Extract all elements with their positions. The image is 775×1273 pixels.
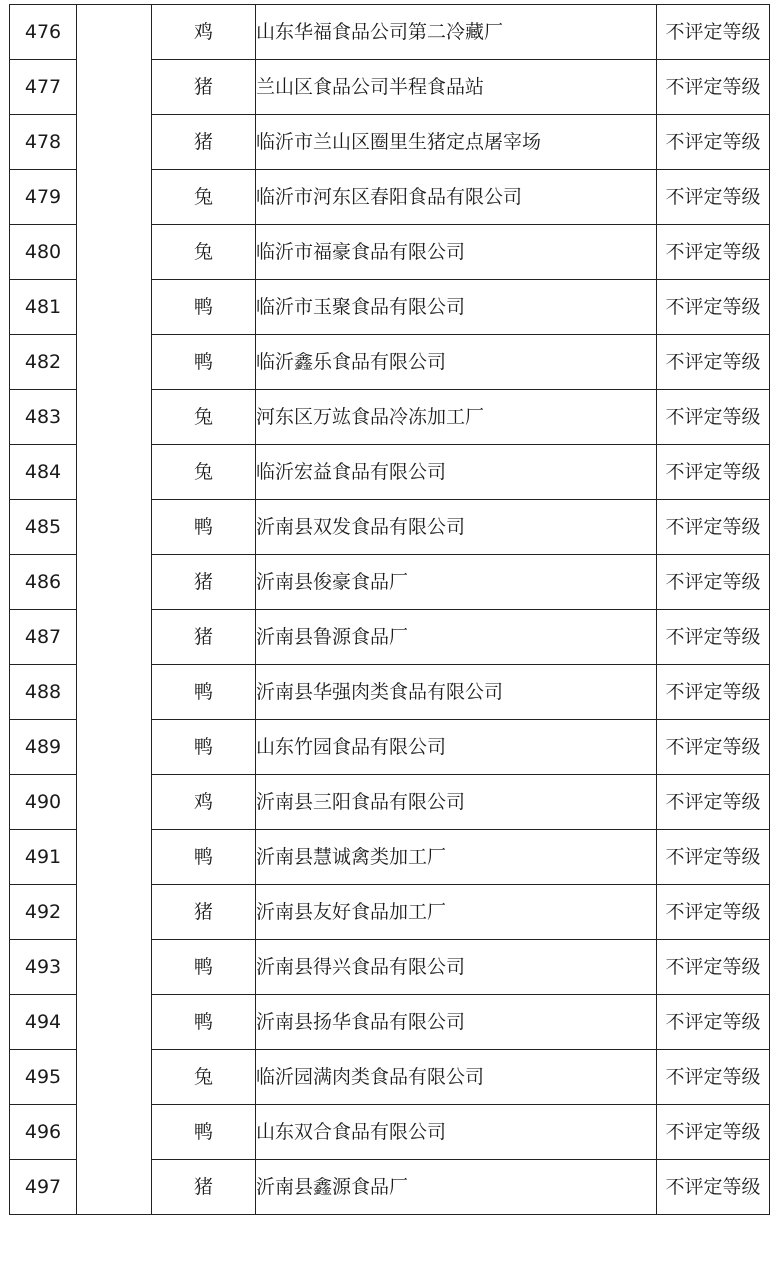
grade-value: 不评定等级: [657, 555, 770, 610]
grade-value: 不评定等级: [657, 1105, 770, 1160]
livestock-type: 鸡: [152, 775, 256, 830]
slaughterhouse-table: [9, 4, 770, 1215]
row-number: 496: [10, 1105, 77, 1160]
row-number: 492: [10, 885, 77, 940]
enterprise-name: 临沂园满肉类食品有限公司: [256, 1050, 657, 1105]
row-number: 482: [10, 335, 77, 390]
enterprise-name: 沂南县华强肉类食品有限公司: [256, 665, 657, 720]
table-row: [10, 5, 770, 60]
enterprise-name: 沂南县双发食品有限公司: [256, 500, 657, 555]
enterprise-name: 沂南县三阳食品有限公司: [256, 775, 657, 830]
grade-value: 不评定等级: [657, 610, 770, 665]
enterprise-name: 沂南县友好食品加工厂: [256, 885, 657, 940]
row-number: 487: [10, 610, 77, 665]
enterprise-name: 山东华福食品公司第二冷藏厂: [256, 5, 657, 60]
enterprise-name: 河东区万竑食品冷冻加工厂: [256, 390, 657, 445]
enterprise-name: 沂南县扬华食品有限公司: [256, 995, 657, 1050]
livestock-type: 兔: [152, 445, 256, 500]
livestock-type: 猪: [152, 610, 256, 665]
row-number: 489: [10, 720, 77, 775]
enterprise-name: 山东竹园食品有限公司: [256, 720, 657, 775]
row-number: 497: [10, 1160, 77, 1215]
livestock-type: 鸭: [152, 280, 256, 335]
enterprise-name: 临沂市玉聚食品有限公司: [256, 280, 657, 335]
grade-value: 不评定等级: [657, 225, 770, 280]
livestock-type: 鸭: [152, 720, 256, 775]
livestock-type: 猪: [152, 115, 256, 170]
row-number: 493: [10, 940, 77, 995]
grade-value: 不评定等级: [657, 830, 770, 885]
grade-value: 不评定等级: [657, 1050, 770, 1105]
livestock-type: 兔: [152, 170, 256, 225]
grade-value: 不评定等级: [657, 335, 770, 390]
enterprise-name: 沂南县慧诚禽类加工厂: [256, 830, 657, 885]
livestock-type: 鸭: [152, 1105, 256, 1160]
grade-value: 不评定等级: [657, 940, 770, 995]
grade-value: 不评定等级: [657, 5, 770, 60]
row-number: 490: [10, 775, 77, 830]
enterprise-name: 沂南县鲁源食品厂: [256, 610, 657, 665]
grade-value: 不评定等级: [657, 885, 770, 940]
grade-value: 不评定等级: [657, 665, 770, 720]
enterprise-name: 兰山区食品公司半程食品站: [256, 60, 657, 115]
livestock-type: 兔: [152, 390, 256, 445]
region-merged-cell: [77, 5, 152, 1215]
grade-value: 不评定等级: [657, 500, 770, 555]
enterprise-name: 山东双合食品有限公司: [256, 1105, 657, 1160]
enterprise-name: 沂南县得兴食品有限公司: [256, 940, 657, 995]
row-number: 481: [10, 280, 77, 335]
row-number: 476: [10, 5, 77, 60]
row-number: 495: [10, 1050, 77, 1105]
table-body: [10, 5, 770, 1215]
enterprise-name: 临沂鑫乐食品有限公司: [256, 335, 657, 390]
grade-value: 不评定等级: [657, 445, 770, 500]
row-number: 479: [10, 170, 77, 225]
livestock-type: 猪: [152, 555, 256, 610]
row-number: 477: [10, 60, 77, 115]
row-number: 491: [10, 830, 77, 885]
enterprise-name: 沂南县鑫源食品厂: [256, 1160, 657, 1215]
enterprise-name: 临沂市福豪食品有限公司: [256, 225, 657, 280]
livestock-type: 鸭: [152, 665, 256, 720]
livestock-type: 兔: [152, 1050, 256, 1105]
grade-value: 不评定等级: [657, 170, 770, 225]
grade-value: 不评定等级: [657, 995, 770, 1050]
grade-value: 不评定等级: [657, 60, 770, 115]
grade-value: 不评定等级: [657, 390, 770, 445]
grade-value: 不评定等级: [657, 720, 770, 775]
grade-value: 不评定等级: [657, 1160, 770, 1215]
livestock-type: 兔: [152, 225, 256, 280]
livestock-type: 鸭: [152, 995, 256, 1050]
livestock-type: 鸡: [152, 5, 256, 60]
livestock-type: 猪: [152, 1160, 256, 1215]
row-number: 485: [10, 500, 77, 555]
livestock-type: 猪: [152, 60, 256, 115]
row-number: 483: [10, 390, 77, 445]
row-number: 480: [10, 225, 77, 280]
row-number: 494: [10, 995, 77, 1050]
enterprise-name: 临沂市河东区春阳食品有限公司: [256, 170, 657, 225]
row-number: 488: [10, 665, 77, 720]
livestock-type: 猪: [152, 885, 256, 940]
row-number: 484: [10, 445, 77, 500]
enterprise-name: 沂南县俊豪食品厂: [256, 555, 657, 610]
grade-value: 不评定等级: [657, 115, 770, 170]
grade-value: 不评定等级: [657, 280, 770, 335]
livestock-type: 鸭: [152, 500, 256, 555]
grade-value: 不评定等级: [657, 775, 770, 830]
row-number: 486: [10, 555, 77, 610]
enterprise-name: 临沂宏益食品有限公司: [256, 445, 657, 500]
row-number: 478: [10, 115, 77, 170]
livestock-type: 鸭: [152, 335, 256, 390]
livestock-type: 鸭: [152, 940, 256, 995]
livestock-type: 鸭: [152, 830, 256, 885]
enterprise-name: 临沂市兰山区圈里生猪定点屠宰场: [256, 115, 657, 170]
